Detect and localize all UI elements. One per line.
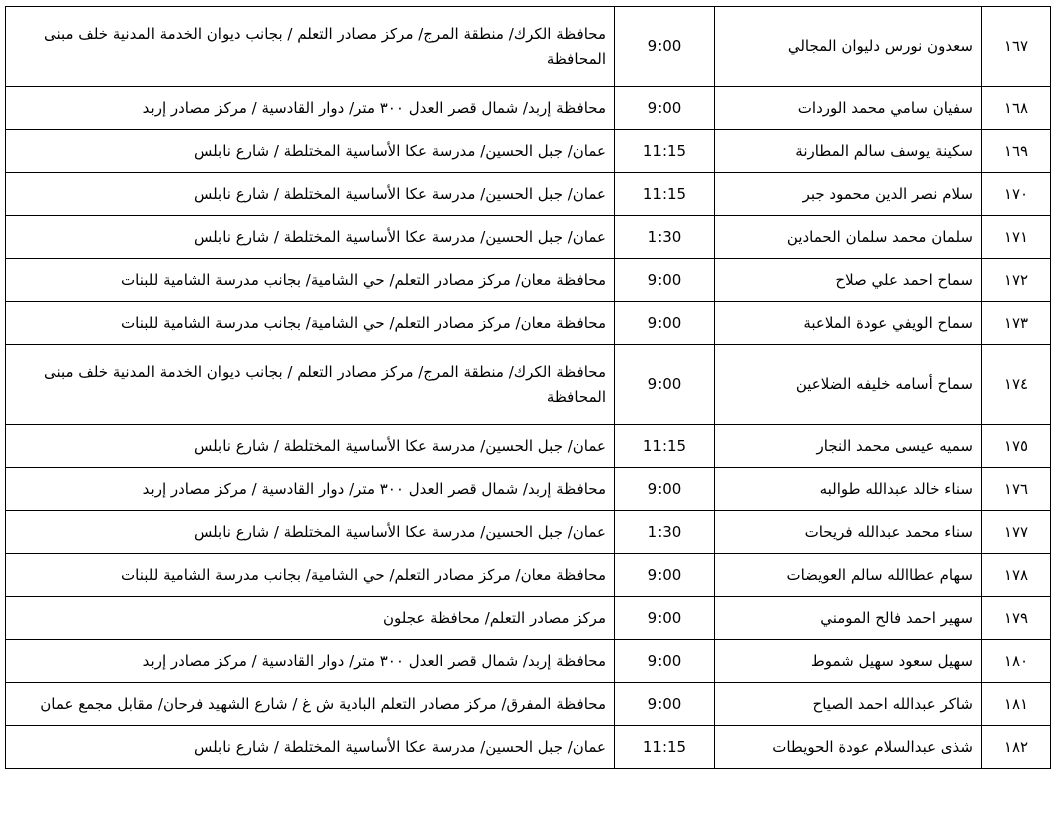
table-row: [6, 302, 1051, 345]
exam-time: 9:00: [615, 7, 715, 87]
exam-time: 11:15: [615, 425, 715, 468]
exam-location: عمان/ جبل الحسين/ مدرسة عكا الأساسية المختلطة / شارع نابلس: [6, 130, 615, 173]
row-number: ١٦٩: [982, 130, 1051, 173]
exam-location: عمان/ جبل الحسين/ مدرسة عكا الأساسية المختلطة / شارع نابلس: [6, 173, 615, 216]
exam-time: 9:00: [615, 302, 715, 345]
table-row: [6, 259, 1051, 302]
exam-location: محافظة المفرق/ مركز مصادر التعلم البادية ش غ / شارع الشهيد فرحان/ مقابل مجمع عمان: [6, 683, 615, 726]
person-name: سميه عيسى محمد النجار: [715, 425, 982, 468]
table-row: [6, 554, 1051, 597]
person-name: سماح أسامه خليفه الضلاعين: [715, 345, 982, 425]
schedule-body: [6, 7, 1051, 769]
table-row: [6, 345, 1051, 425]
exam-location: عمان/ جبل الحسين/ مدرسة عكا الأساسية المختلطة / شارع نابلس: [6, 216, 615, 259]
exam-time: 11:15: [615, 130, 715, 173]
exam-location: محافظة معان/ مركز مصادر التعلم/ حي الشامية/ بجانب مدرسة الشامية للبنات: [6, 259, 615, 302]
exam-location: محافظة إربد/ شمال قصر العدل ٣٠٠ متر/ دوار القادسية / مركز مصادر إربد: [6, 640, 615, 683]
row-number: ١٧٢: [982, 259, 1051, 302]
exam-location: محافظة إربد/ شمال قصر العدل ٣٠٠ متر/ دوار القادسية / مركز مصادر إربد: [6, 87, 615, 130]
row-number: ١٧٨: [982, 554, 1051, 597]
person-name: سناء خالد عبدالله طوالبه: [715, 468, 982, 511]
person-name: سفيان سامي محمد الوردات: [715, 87, 982, 130]
row-number: ١٧٥: [982, 425, 1051, 468]
table-row: [6, 597, 1051, 640]
person-name: سلام نصر الدين محمود جبر: [715, 173, 982, 216]
table-row: [6, 726, 1051, 769]
exam-location: محافظة إربد/ شمال قصر العدل ٣٠٠ متر/ دوار القادسية / مركز مصادر إربد: [6, 468, 615, 511]
exam-location: عمان/ جبل الحسين/ مدرسة عكا الأساسية المختلطة / شارع نابلس: [6, 425, 615, 468]
row-number: ١٨٠: [982, 640, 1051, 683]
person-name: سناء محمد عبدالله فريحات: [715, 511, 982, 554]
row-number: ١٨٢: [982, 726, 1051, 769]
row-number: ١٨١: [982, 683, 1051, 726]
exam-time: 9:00: [615, 468, 715, 511]
person-name: سعدون نورس دليوان المجالي: [715, 7, 982, 87]
table-row: [6, 216, 1051, 259]
person-name: سماح الويفي عودة الملاعبة: [715, 302, 982, 345]
table-row: [6, 173, 1051, 216]
row-number: ١٧١: [982, 216, 1051, 259]
exam-location: محافظة الكرك/ منطقة المرج/ مركز مصادر التعلم / بجانب ديوان الخدمة المدنية خلف مبنى المحافظة: [6, 345, 615, 425]
exam-time: 9:00: [615, 554, 715, 597]
table-row: [6, 425, 1051, 468]
row-number: ١٧٩: [982, 597, 1051, 640]
exam-location: محافظة الكرك/ منطقة المرج/ مركز مصادر التعلم / بجانب ديوان الخدمة المدنية خلف مبنى المحافظة: [6, 7, 615, 87]
exam-time: 9:00: [615, 87, 715, 130]
table-row: [6, 511, 1051, 554]
person-name: سلمان محمد سلمان الحمادين: [715, 216, 982, 259]
row-number: ١٦٧: [982, 7, 1051, 87]
table-row: [6, 130, 1051, 173]
person-name: شذى عبدالسلام عودة الحويطات: [715, 726, 982, 769]
exam-time: 11:15: [615, 173, 715, 216]
exam-time: 9:00: [615, 683, 715, 726]
exam-location: مركز مصادر التعلم/ محافظة عجلون: [6, 597, 615, 640]
table-row: [6, 87, 1051, 130]
row-number: ١٧٣: [982, 302, 1051, 345]
exam-location: عمان/ جبل الحسين/ مدرسة عكا الأساسية المختلطة / شارع نابلس: [6, 511, 615, 554]
schedule-table: [5, 6, 1051, 769]
person-name: سماح احمد علي صلاح: [715, 259, 982, 302]
row-number: ١٧٠: [982, 173, 1051, 216]
exam-location: محافظة معان/ مركز مصادر التعلم/ حي الشامية/ بجانب مدرسة الشامية للبنات: [6, 302, 615, 345]
person-name: سهام عطاالله سالم العويضات: [715, 554, 982, 597]
person-name: سكينة يوسف سالم المطارنة: [715, 130, 982, 173]
row-number: ١٧٦: [982, 468, 1051, 511]
table-row: [6, 683, 1051, 726]
row-number: ١٧٧: [982, 511, 1051, 554]
row-number: ١٦٨: [982, 87, 1051, 130]
exam-time: 1:30: [615, 511, 715, 554]
exam-time: 1:30: [615, 216, 715, 259]
exam-time: 9:00: [615, 345, 715, 425]
exam-time: 9:00: [615, 640, 715, 683]
exam-location: عمان/ جبل الحسين/ مدرسة عكا الأساسية المختلطة / شارع نابلس: [6, 726, 615, 769]
table-row: [6, 7, 1051, 87]
exam-location: محافظة معان/ مركز مصادر التعلم/ حي الشامية/ بجانب مدرسة الشامية للبنات: [6, 554, 615, 597]
person-name: سهير احمد فالح المومني: [715, 597, 982, 640]
row-number: ١٧٤: [982, 345, 1051, 425]
exam-time: 9:00: [615, 259, 715, 302]
exam-time: 11:15: [615, 726, 715, 769]
person-name: شاكر عبدالله احمد الصياح: [715, 683, 982, 726]
exam-time: 9:00: [615, 597, 715, 640]
table-row: [6, 640, 1051, 683]
table-row: [6, 468, 1051, 511]
person-name: سهيل سعود سهيل شموط: [715, 640, 982, 683]
